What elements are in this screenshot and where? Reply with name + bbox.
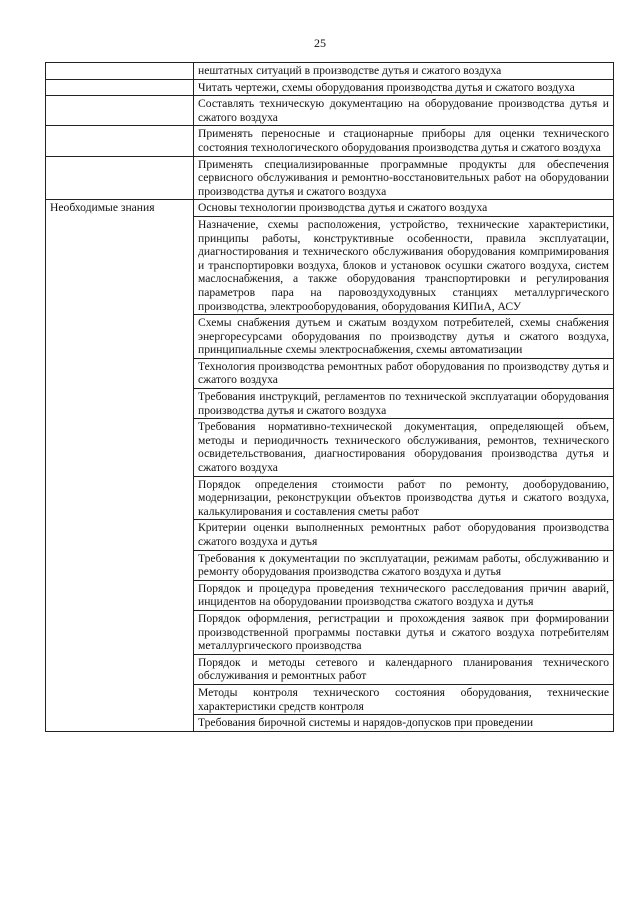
- skill-cell: Применять переносные и стационарные приборы для оценки технического состояния технологического оборудования производства дутья и сжатого воздуха: [194, 126, 614, 156]
- knowledge-cell: Требования бирочной системы и нарядов-допусков при проведении: [194, 715, 614, 732]
- label-cell-empty: [46, 79, 194, 96]
- skill-cell: Составлять техническую документацию на оборудование производства дутья и сжатого воздуха: [194, 96, 614, 126]
- knowledge-cell: Требования к документации по эксплуатации, режимам работы, обслуживанию и ремонту оборудования производства сжатого воздуха и дутья: [194, 550, 614, 580]
- knowledge-cell: Порядок оформления, регистрации и прохождения заявок при формировании производственной программы поставки дутья и сжатого воздуха потребителям металлургического производства: [194, 610, 614, 654]
- page-number: 25: [314, 36, 326, 50]
- label-cell-empty: [46, 126, 194, 156]
- requirements-table: [45, 62, 614, 732]
- table-row: [46, 156, 614, 200]
- label-cell-empty: [46, 156, 194, 200]
- table-row: [46, 96, 614, 126]
- table-row: [46, 63, 614, 80]
- table-row: [46, 79, 614, 96]
- table-row: [46, 126, 614, 156]
- knowledge-cell: Порядок и методы сетевого и календарного планирования технического обслуживания и ремонтных работ: [194, 654, 614, 684]
- knowledge-cell: Требования инструкций, регламентов по технической эксплуатации оборудования производства дутья и сжатого воздуха: [194, 389, 614, 419]
- skill-cell: нештатных ситуаций в производстве дутья и сжатого воздуха: [194, 63, 614, 80]
- knowledge-cell: Методы контроля технического состояния оборудования, технические характеристики средств контроля: [194, 684, 614, 714]
- skill-cell: Применять специализированные программные продукты для обеспечения сервисного обслуживания и ремонтно-восстановительных работ на оборудовании производства дутья и сжатого воздуха: [194, 156, 614, 200]
- knowledge-label: Необходимые знания: [46, 200, 194, 731]
- knowledge-cell: Критерии оценки выполненных ремонтных работ оборудования производства сжатого воздуха и дутья: [194, 520, 614, 550]
- knowledge-cell: Порядок и процедура проведения технического расследования причин аварий, инцидентов на оборудовании производства сжатого воздуха и дутья: [194, 580, 614, 610]
- knowledge-cell: Порядок определения стоимости работ по ремонту, дооборудованию, модернизации, реконструкции объектов производства дутья и сжатого воздуха, калькулирования и составления сметы работ: [194, 476, 614, 520]
- label-cell-empty: [46, 63, 194, 80]
- knowledge-cell: Основы технологии производства дутья и сжатого воздуха: [194, 200, 614, 217]
- skill-cell: Читать чертежи, схемы оборудования производства дутья и сжатого воздуха: [194, 79, 614, 96]
- table-row: [46, 200, 614, 217]
- knowledge-cell: Технология производства ремонтных работ оборудования по производству дутья и сжатого воздуха: [194, 358, 614, 388]
- knowledge-cell: Назначение, схемы расположения, устройство, технические характеристики, принципы работы, конструктивные особенности, правила эксплуатации, диагностирования и технического обслуживания оборудования компримирования и транспортировки воздуха, блоков и установок осушки сжатого воздуха, систем маслоснабжения, а также оборудования транспортировки и регулирования параметров пара на паровоздуходувных станциях металлургического производства, электрооборудования, оборудования КИПиА, АСУ: [194, 216, 614, 314]
- knowledge-cell: Схемы снабжения дутьем и сжатым воздухом потребителей, схемы снабжения энергоресурсами оборудования по производству дутья и сжатого воздуха, принципиальные схемы электроснабжения, схемы автоматизации: [194, 315, 614, 359]
- knowledge-cell: Требования нормативно-технической документация, определяющей объем, методы и периодичность технического обслуживания, ремонтов, технического освидетельствования, диагностирования оборудования производства дутья и сжатого воздуха: [194, 419, 614, 476]
- label-cell-empty: [46, 96, 194, 126]
